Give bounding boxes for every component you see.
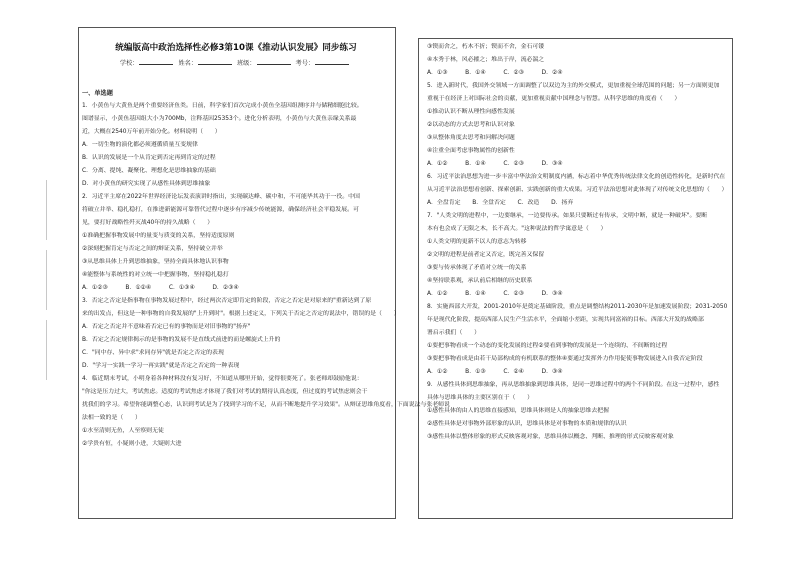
text-line: ③要与传承体现了矛盾对立统一的关系 bbox=[427, 265, 527, 271]
text-line: ③从整体角度去思考和问解决问题 bbox=[427, 135, 515, 141]
text-line: 3．否定之否定是指事物在事物发展过程中，经过两次否定即肯定的阶段，否定之否定是对原来的"重新达到了原 bbox=[82, 298, 372, 304]
exam-number-label: 考号： bbox=[295, 60, 315, 67]
text-line: ②感性具体是对事物外部形象的认识，思维具体是对事物的本质和规律的认识 bbox=[427, 421, 627, 427]
name-blank[interactable] bbox=[198, 58, 232, 65]
text-line: ③锲而舍之，朽木不折；锲而不舍，金石可镂 bbox=[427, 44, 545, 50]
text-line: 署启示我们（ ） bbox=[427, 330, 481, 336]
text-line: 年是现代化阶段，提高西部人民生产生活水平，全面缩小差距，实现共同富裕的目标。西部大开发的战略部 bbox=[427, 317, 704, 323]
text-line: 近，大概在2540万年前开始分化。材料说明（ ） bbox=[82, 129, 221, 135]
text-line: 8．实施西部大开发，2001-2010年是奠定基础阶段，重点是调整结构2011-2030年是加速发展阶段；2031-2050 bbox=[427, 304, 728, 310]
text-line: 来的出发点，但这是一种事物的自我发展的"上升到时"。根据上述定义，下列关于否定之否定的说法中，错误的是（ ） bbox=[82, 311, 400, 317]
text-line: A．①③ B．①④ C．②③ D．②④ bbox=[427, 70, 563, 76]
text-line: A．全盘肯定 B．全盘否定 C．改造 D．扬弃 bbox=[427, 200, 574, 206]
text-line: ①准确把握事物发展中的量变与质变的关系，坚持适度原则 bbox=[82, 233, 235, 239]
text-line: 1．小黄鱼与大黄鱼是两个重要经济鱼类。日前，科学家们首次完成小黄鱼全基因组测序并与储精细胞比较。 bbox=[82, 103, 363, 109]
text-line: ④坚持联系观，承认前后相继的历史联系 bbox=[427, 278, 533, 284]
text-line: 本有也会成了无限之木，长不高大。"这种说法的哲学寓意是（ ） bbox=[427, 226, 607, 232]
text-line: ①感性具体的由人的思维直接感知，思维具体则是人的抽象思维去把握 bbox=[427, 408, 609, 414]
text-line: A．①② B．①④ C．②③ D．③④ bbox=[427, 291, 563, 297]
text-line: 5．进入新时代，我国外交领域一方面调整了以双边为主的外交模式，更加重视全球范围的问题；另一方面则更加 bbox=[427, 83, 720, 89]
class-label: 班级： bbox=[236, 60, 256, 67]
text-line: ④本秀于林，风必摧之；堆出于岸，流必湍之 bbox=[427, 57, 545, 63]
exam-number-blank[interactable] bbox=[315, 58, 349, 65]
text-line: 扰我们的学习。希望你能调整心态，认识到考试是为了找到学习的不足，从而不断地提升学习效果"。从辩证思维角度看，下面说法与张老师说 bbox=[82, 402, 450, 408]
text-line: A．一切生物的演化都必须遵循质量互变规律 bbox=[82, 142, 198, 148]
student-info-row bbox=[78, 58, 394, 67]
left-column-text bbox=[82, 100, 450, 451]
text-line: B．否定之否定规律揭示的是事物的发展不是直线式前进的而是螺旋式上升的 bbox=[82, 337, 281, 343]
text-line: ③要把事物看成是由若干局部构成的有机联系的整体④要通过发挥外力作用促使事物发展进入自我否定阶段 bbox=[427, 356, 703, 362]
text-line: ②文明的进程是前者定又否定，既完善又保留 bbox=[427, 252, 545, 258]
text-line: D．"学习一实践一学习一再实践"就是否定之否定的一种表现 bbox=[82, 363, 240, 369]
class-blank[interactable] bbox=[257, 58, 291, 65]
text-line: 重视于在经济上对国际社会的贡献，更加重视贡献中国理念与智慧。从科学思维的角度看（ ） bbox=[427, 96, 681, 102]
text-line: B．认识的发展是一个从肯定到否定再到肯定的过程 bbox=[82, 155, 216, 161]
text-line: A．①② B．①④ C．②③ D．③④ bbox=[427, 161, 563, 167]
text-line: 7．"人类文明的进程中，一边要继承，一边要传承。如果只要断过有传承，文明中断，就是一种破坏"。要断 bbox=[427, 213, 708, 219]
text-line: 图谱显示，小黄鱼基因组大小为700Mb，注释基因25353个。进化分析表明，小黄鱼与大黄鱼亲缘关系最 bbox=[82, 116, 357, 122]
text-line: 9．从感性具体到思维抽象，再从思维抽象到思维具体，是同一思维过程中的两个不同阶段。在这一过程中，感性 bbox=[427, 382, 720, 388]
text-line: 6．习近平法治思想为进一步丰富中华法治文明制度内涵，标志着中华优秀传统法律文化的创造性转化，是新时代在 bbox=[427, 174, 726, 180]
text-line: ③从思维具体上升到思维抽象，坚持全面具体地认识事物 bbox=[82, 259, 229, 265]
name-label: 姓名： bbox=[178, 60, 198, 67]
text-line: 4．临近期末考试，小明身着各种材料没有复习好，不知道从哪里开始，觉得很要死了。张老师却鼓励他说： bbox=[82, 376, 363, 382]
text-line: 从习近平法治思想看创新、探索创新、实践创新的重大成果。习近平法治思想对此体现了对传统文化思想的（ ） bbox=[427, 187, 728, 193]
school-label: 学校： bbox=[119, 60, 139, 67]
text-line: ④能整体与系统性的对立统一中把握事物，坚持稳扎稳打 bbox=[82, 272, 229, 278]
text-line: A．否定之否定并不意味着否定已有的事物而是对旧事物的"扬弃" bbox=[82, 324, 251, 330]
text-line: ②以动态的方式去思考和认识对象 bbox=[427, 122, 515, 128]
text-line: D．对小黄鱼的研究实现了从感性具体到思维抽象 bbox=[82, 181, 211, 187]
text-line: ①水至清则无鱼，人至察则无徒 bbox=[82, 428, 164, 434]
text-line: 具体与思维具体的主要区别在于（ ） bbox=[427, 395, 534, 401]
text-line: ②学贵有恒，小疑则小进，大疑则大进 bbox=[82, 441, 182, 447]
text-line: 2．习近平主席在2022年世界经济论坛发表演讲时指出，实现碳达峰、碳中和，不可能毕其功于一役。中国 bbox=[82, 194, 360, 200]
text-line: 见，要打好战略性歼灭战40年的持久战略（ ） bbox=[82, 220, 214, 226]
text-line: C．"同中存、异中求"求同存异"就是否定之否定的表现 bbox=[82, 350, 224, 356]
text-line: ①人类文明的更新不以人的意志为转移 bbox=[427, 239, 527, 245]
text-line: A．①②③ B．①②④ C．①③④ D．②③④ bbox=[82, 285, 239, 291]
text-line: 将破立并举、稳扎稳打，在推进新能源可靠替代过程中逐步有序减少传统能源，确保经济社会平稳发展。可 bbox=[82, 207, 359, 213]
section-heading: 一、单选题 bbox=[82, 90, 113, 97]
text-line: C．分离、提纯、凝聚化、理想化是思维抽象的基础 bbox=[82, 168, 216, 174]
school-blank[interactable] bbox=[139, 58, 173, 65]
text-line: ②深刻把握肯定与否定之间的辩证关系，坚持破立并举 bbox=[82, 246, 223, 252]
text-line: "你这是压力过大，考试焦虑。适度的考试焦虑才体现了我们对考试的期待认真态度，但过度的考试焦虑则会干 bbox=[82, 389, 368, 395]
right-column-text bbox=[427, 41, 728, 444]
text-line: 法相一致的是（ ） bbox=[82, 415, 141, 421]
text-line: ①要把事物看成一个动态的变化发展的过程②要看到事物的发展是一个连续的、不间断的过程 bbox=[427, 343, 668, 349]
text-line: ③感性具体以整体形象的形式反映客观对象，思维具体以概念、判断、推理的形式反映客观对象 bbox=[427, 434, 674, 440]
text-line: A．①② B．①③ C．②④ D．③④ bbox=[427, 369, 563, 375]
text-line: ④注重全面考虑事物属性的创新性 bbox=[427, 148, 515, 154]
binding-margin-marks bbox=[40, 180, 54, 380]
document-title: 统编版高中政治选择性必修3第10课《推动认识发展》同步练习 bbox=[115, 43, 357, 53]
text-line: ①推动认识不断从理性向感性发展 bbox=[427, 109, 515, 115]
